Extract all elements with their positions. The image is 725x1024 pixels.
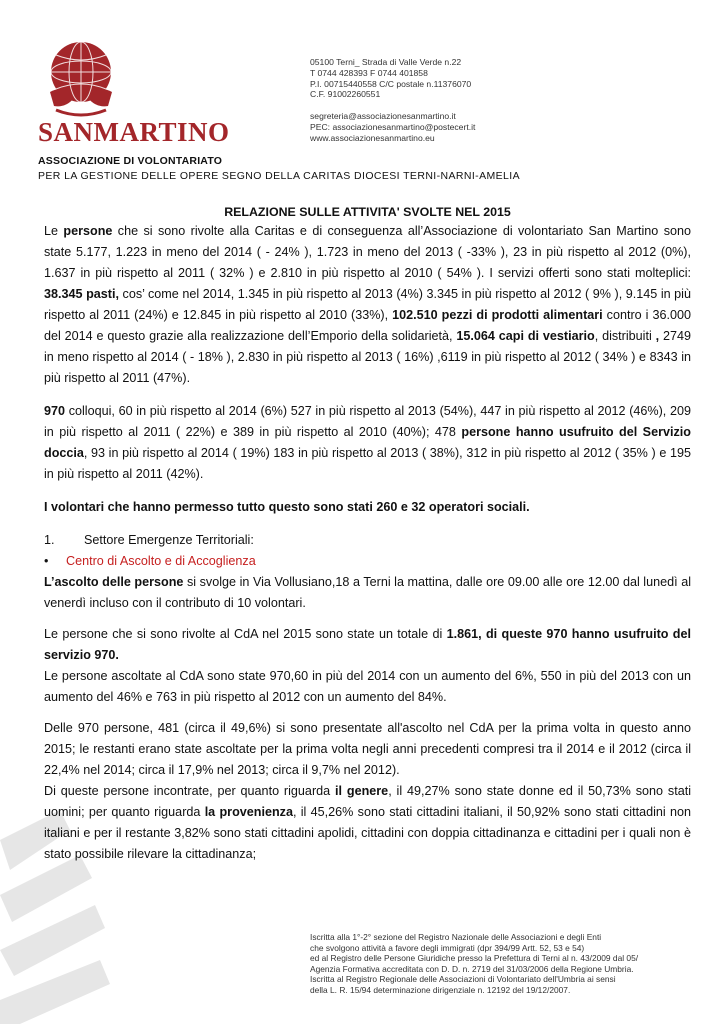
contact-phone: T 0744 428393 F 0744 401858 — [310, 67, 428, 78]
contact-email[interactable]: segreteria@associazionesanmartino.it — [310, 111, 456, 122]
text: si svolge in Via Vollusiano,18 a Terni la mattina, dalle ore 09.00 alle ore 12.00 dal lunedì al venerdì incluso con il contributo di 10 volontari. — [44, 575, 691, 610]
text-bold: 38.345 pasti, — [44, 287, 119, 301]
text-bold: 102.510 pezzi di prodotti alimentari — [392, 308, 603, 322]
footer-line: Agenzia Formativa accreditata con D. D. n. 2719 del 31/03/2006 della Regione Umbria. — [310, 963, 634, 974]
text: contro i 36.000 del 2014 e questo grazie alla realizzazione dell’Emporio della solidarietà, — [44, 308, 691, 343]
text-bold: persone — [63, 224, 113, 238]
text: , 93 in più rispetto al 2014 ( 19%) 183 in più rispetto al 2013 ( 38%), 312 in più rispetto al 2012 ( 35% ) e 195 in più rispetto al 2011 (42%). — [44, 446, 691, 481]
text: , il 45,26% sono stati cittadini italiani, il 50,92% sono stati cittadini non italiani e per il restante 3,82% sono stati cittadini apolidi, cittadini con doppia cittadinanza e cittadini per i quali non è stato possibile rilevare la cittadinanza; — [44, 805, 691, 861]
text-bold: persone hanno usufruito del Servizio doccia — [44, 425, 691, 460]
text: , distribuiti — [594, 329, 656, 343]
brand-name: SANMARTINO — [38, 117, 230, 147]
contacts-block — [310, 57, 475, 144]
paragraph-people — [44, 221, 691, 389]
document-title: RELAZIONE SULLE ATTIVITA' SVOLTE NEL 2015 — [224, 205, 511, 219]
contact-website[interactable]: www.associazionesanmartino.eu — [310, 132, 435, 143]
text: Le persone che si sono rivolte al CdA nel 2015 sono state un totale di — [44, 627, 447, 641]
contact-address: 05100 Terni_ Strada di Valle Verde n.22 — [310, 57, 462, 67]
logo-icon — [36, 40, 126, 120]
contact-cf: C.F. 91002260551 — [310, 89, 381, 100]
bullet-icon: • — [44, 554, 49, 568]
paragraph-cda-total — [44, 624, 691, 666]
paragraph-colloqui — [44, 401, 691, 485]
bullet-item — [44, 551, 691, 572]
paragraph-genere — [44, 781, 691, 865]
paragraph-ascolto — [44, 572, 691, 614]
text-bold: , — [655, 329, 660, 343]
paragraph-970: Delle 970 persone, 481 (circa il 49,6%) si sono presentate all'ascolto nel CdA per la prima volta in questo anno 2015; le restanti erano state ascoltate per la prima volta negli anni precedenti compresi tra il 2014 e il 2012 (circa il 22,4% nel 2014; circa il 17,9% nel 2013; circa il 9,7% nel 2012). — [44, 721, 691, 777]
text-bold: il genere — [335, 784, 389, 798]
text: 2749 in meno rispetto al 2014 ( - 18% ), 2.830 in più rispetto al 2013 ( 16%) ,6119 in più rispetto al 2012 ( 34% ) e 8343 in più rispetto al 2011 (47%). — [44, 329, 691, 385]
section-heading — [44, 530, 691, 551]
text-bold: la provenienza — [204, 805, 293, 819]
section-title: Settore Emergenze Territoriali: — [84, 533, 254, 547]
text-bold: 970 — [44, 404, 66, 418]
text: Di queste persone incontrate, per quanto riguarda — [44, 784, 336, 798]
text-bold: L’ascolto delle persone — [44, 575, 184, 589]
text-bold: 15.064 capi di vestiario — [456, 329, 595, 343]
text: che si sono rivolte alla Caritas e di conseguenza all’Associazione di volontariato San Martino sono state 5.177, 1.223 in meno del 2014 ( - 24% ), 1.723 in meno del 2013 ( -33% ), 23 in più rispetto al 2012 (0%), 1.637 in più rispetto al 2011 ( 32% ) e 2.810 in più rispetto al 2010 ( 54% ). I servizi offerti sono stati molteplici: — [44, 224, 691, 280]
section-number: 1. — [44, 533, 55, 547]
org-line-1: ASSOCIAZIONE DI VOLONTARIATO — [38, 155, 223, 167]
paragraph-cda-ascoltate: Le persone ascoltate al CdA sono state 970,60 in più del 2014 con un aumento del 6%, 550 in più del 2013 con un aumento del 46% e 763 in più rispetto al 2012 con un aumento del 84%. — [44, 669, 691, 704]
footer-line: ed al Registro delle Persone Giuridiche presso la Prefettura di Terni al n. 43/2009 dal 05/ — [310, 953, 639, 964]
text: Le — [44, 224, 64, 238]
paragraph-volunteers — [44, 497, 691, 518]
text-bold: I volontari che hanno permesso tutto questo sono stati 260 e 32 operatori sociali. — [44, 500, 530, 514]
footer-line: Iscritta al Registro Regionale delle Associazioni di Volontariato dell'Umbria ai sensi — [310, 974, 616, 985]
footer-line: che svolgono attività a favore degli immigrati (dpr 394/99 Artt. 52, 53 e 54) — [310, 942, 585, 953]
bullet-title: Centro di Ascolto e di Accoglienza — [66, 554, 256, 568]
footer-registry — [310, 932, 710, 996]
document-body — [44, 204, 691, 865]
footer-line: della L. R. 15/94 determinazione dirigenziale n. 12192 del 19/12/2007. — [310, 984, 571, 995]
text: colloqui, 60 in più rispetto al 2014 (6%) 527 in più rispetto al 2013 (54%), 447 in più rispetto al 2012 (46%), 209 in più rispetto al 2011 ( 22%) e 389 in più rispetto al 2010 (40%); 478 — [44, 404, 691, 439]
text: , il 49,27% sono state donne ed il 50,73% sono stati uomini; per quanto riguarda — [44, 784, 692, 819]
text: cos’ come nel 2014, 1.345 in più rispetto al 2013 (4%) 3.345 in più rispetto al 2012 ( 9% ), 9.145 in più rispetto al 2011 (24%) e 12.845 in più rispetto al 2010 (33%), — [44, 287, 691, 322]
footer-line: Iscritta alla 1°-2° sezione del Registro Nazionale delle Associazioni e degli Enti — [310, 932, 602, 942]
text-bold: 1.861, di queste 970 hanno usufruito del servizio 970. — [44, 627, 691, 662]
contact-vat: P.I. 00715440558 C/C postale n.11376070 — [310, 78, 472, 89]
contact-pec[interactable]: PEC: associazionesanmartino@postecert.it — [310, 121, 476, 132]
org-line-2: PER LA GESTIONE DELLE OPERE SEGNO DELLA CARITAS DIOCESI TERNI-NARNI-AMELIA — [38, 170, 520, 182]
